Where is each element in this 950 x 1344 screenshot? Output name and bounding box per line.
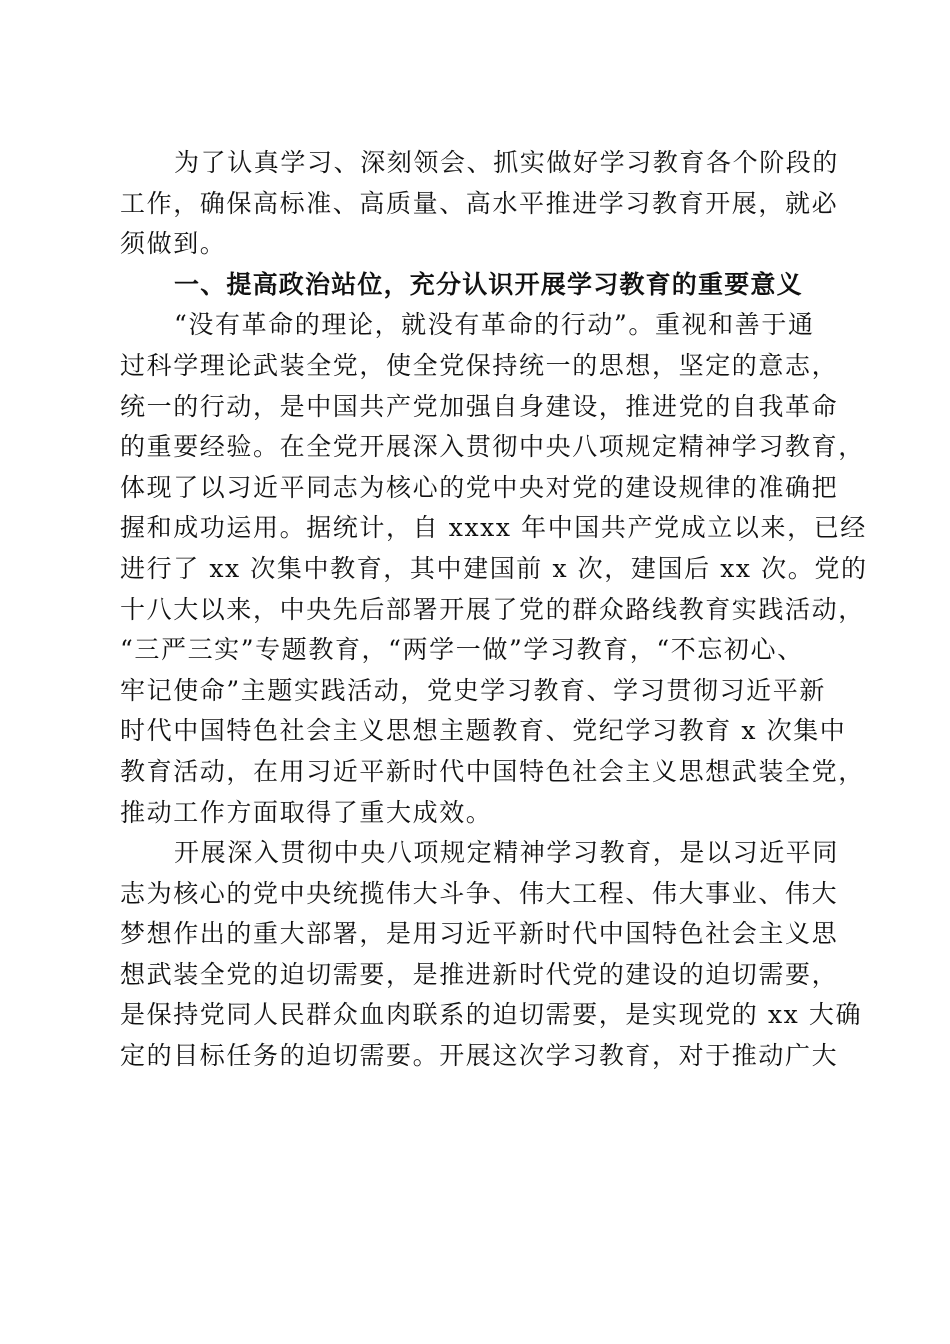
text-line: 想武装全党的迫切需要，是推进新时代党的建设的迫切需要， (120, 959, 839, 989)
text-line: 统一的行动，是中国共产党加强自身建设，推进党的自我革命 (120, 391, 839, 421)
text-line: 工作，确保高标准、高质量、高水平推进学习教育开展，就必 (120, 188, 839, 218)
text-line: 推动工作方面取得了重大成效。 (120, 797, 493, 827)
text-line: 开展深入贯彻中央八项规定精神学习教育，是以习近平同 (174, 838, 840, 868)
paragraph-2 (120, 833, 863, 1077)
text-line: 定的目标任务的迫切需要。开展这次学习教育，对于推动广大 (120, 1041, 839, 1071)
paragraph-1 (120, 305, 868, 833)
text-line: 志为核心的党中央统揽伟大斗争、伟大工程、伟大事业、伟大 (120, 878, 839, 908)
section-heading-1: 一、提高政治站位，充分认识开展学习教育的重要意义 (174, 269, 803, 299)
document-body (120, 143, 868, 1077)
text-line: 十八大以来，中央先后部署开展了党的群众路线教育实践活动， (120, 594, 865, 624)
text-line: 的重要经验。在全党开展深入贯彻中央八项规定精神学习教育， (120, 432, 865, 462)
text-line: “三严三实”专题教育，“两学一做”学习教育，“不忘初心、 (120, 635, 804, 665)
text-line: 梦想作出的重大部署，是用习近平新时代中国特色社会主义思 (120, 919, 839, 949)
text-line: 教育活动，在用习近平新时代中国特色社会主义思想武装全党， (120, 756, 865, 786)
text-line: 牢记使命”主题实践活动，党史学习教育、学习贯彻习近平新 (120, 675, 826, 705)
text-line: 体现了以习近平同志为核心的党中央对党的建设规律的准确把 (120, 472, 839, 502)
text-line: 进行了 xx 次集中教育，其中建国前 x 次，建国后 xx 次。党的 (120, 553, 868, 583)
text-line: 握和成功运用。据统计，自 xxxx 年中国共产党成立以来，已经 (120, 513, 867, 543)
text-line: 是保持党同人民群众血肉联系的迫切需要，是实现党的 xx 大确 (120, 1000, 863, 1030)
text-line: 须做到。 (120, 229, 227, 259)
text-line: “没有革命的理论，就没有革命的行动”。重视和善于通 (174, 310, 815, 340)
text-line: 过科学理论武装全党，使全党保持统一的思想，坚定的意志， (120, 350, 839, 380)
text-line: 为了认真学习、深刻领会、抓实做好学习教育各个阶段的 (174, 148, 840, 177)
text-line: 时代中国特色社会主义思想主题教育、党纪学习教育 x 次集中 (120, 716, 847, 746)
intro-paragraph (120, 143, 840, 265)
